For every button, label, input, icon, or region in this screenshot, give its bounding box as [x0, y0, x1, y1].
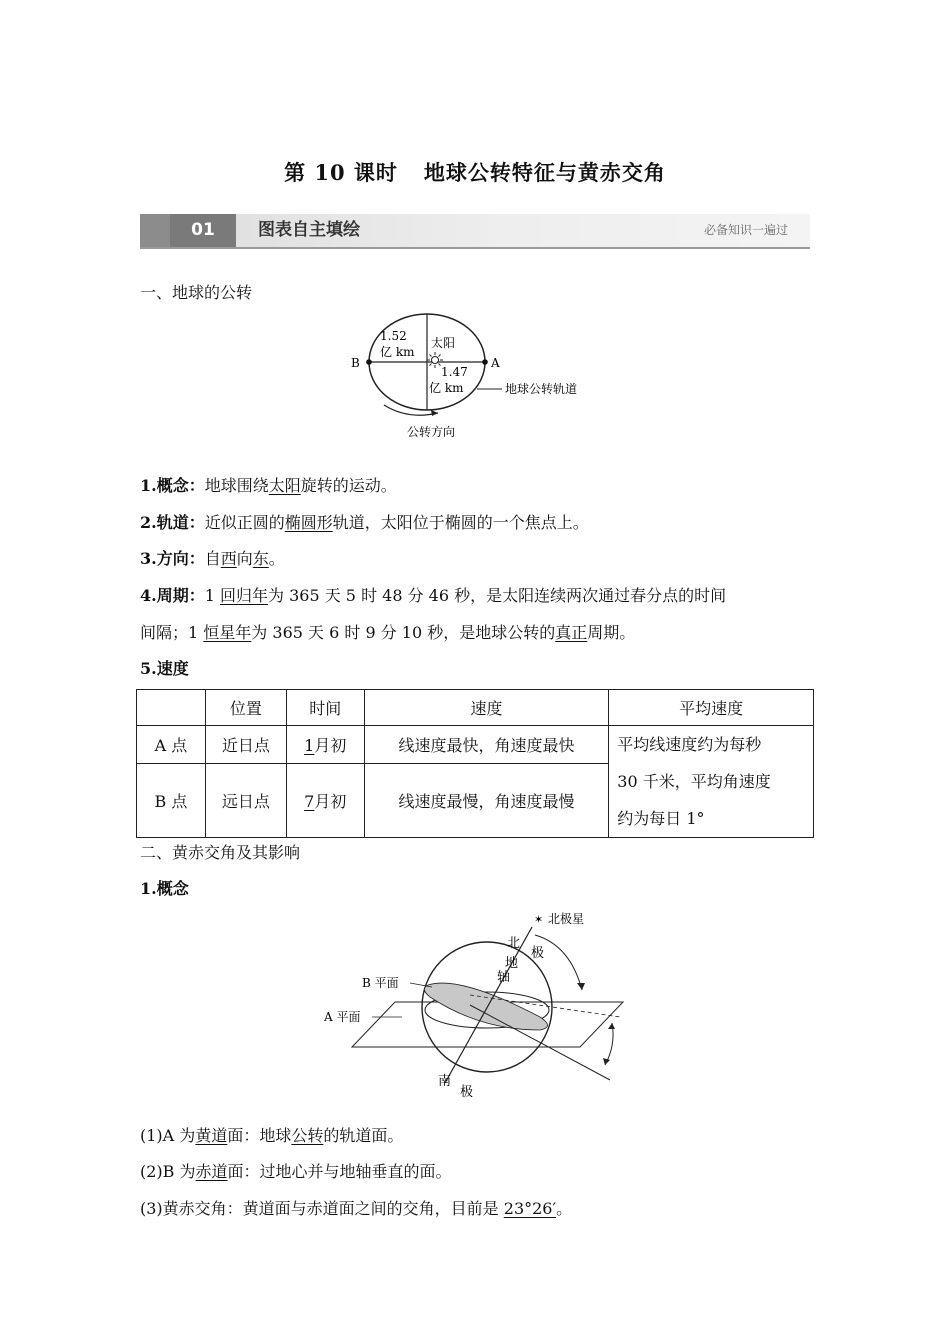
dist-a-unit: 亿 km — [429, 381, 464, 395]
blank-sidereal-year: 恒星年 — [203, 623, 252, 642]
section-banner — [140, 214, 810, 249]
section2-heading: 二、黄赤交角及其影响 — [140, 843, 301, 862]
row-b-point: B 点 — [137, 763, 206, 837]
table-header-cell: 位置 — [205, 690, 286, 726]
section1-heading: 一、地球的公转 — [140, 283, 253, 302]
arc-arrow-top — [608, 1023, 615, 1029]
dist-b-number: 1.52 — [380, 329, 407, 343]
page-title — [0, 157, 950, 187]
orbit-label: 地球公转轨道 — [505, 382, 578, 396]
row-a-time: 1月初 — [286, 726, 364, 764]
north-pole-char-2: 极 — [531, 946, 545, 961]
north-star-label: 北极星 — [548, 912, 585, 926]
blank-west: 西 — [220, 549, 237, 568]
title-topic: 地球公转特征与黄赤交角 — [423, 160, 666, 185]
row-b-time: 7月初 — [286, 763, 364, 837]
arc-arrow-bottom — [603, 1058, 610, 1065]
blank-january: 1 — [304, 735, 315, 755]
banner-label: 图表自主填绘 — [258, 220, 360, 240]
row-b-speed: 线速度最慢，角速度最慢 — [364, 763, 609, 837]
row-a-speed: 线速度最快，角速度最快 — [364, 726, 609, 764]
direction-arrowhead — [431, 410, 438, 416]
banner-lead-block — [140, 214, 170, 247]
north-star-icon: ✶ — [534, 913, 544, 926]
row-a-position: 近日点 — [205, 726, 286, 764]
row-a-point: A 点 — [137, 726, 206, 764]
label-a: A — [491, 356, 500, 370]
point-b-dot — [366, 359, 372, 365]
item-direction: 3.方向：自西向东。 — [140, 549, 285, 568]
row-b-position: 远日点 — [205, 763, 286, 837]
blank-east: 东 — [252, 549, 269, 568]
table-header-cell — [137, 690, 206, 726]
item-concept: 1.概念：地球围绕太阳旋转的运动。 — [140, 476, 397, 495]
direction-label: 公转方向 — [407, 425, 456, 439]
item-orbit: 2.轨道：近似正圆的椭圆形轨道，太阳位于椭圆的一个焦点上。 — [140, 513, 589, 532]
plane-a-label: A 平面 — [324, 1010, 361, 1024]
axis-char-2: 轴 — [497, 970, 511, 985]
def-c: (3)黄赤交角：黄道面与赤道面之间的交角，目前是 23°26′。 — [140, 1199, 573, 1218]
blank-tropical-year: 回归年 — [219, 586, 268, 605]
rotation-arrow — [535, 935, 582, 990]
dist-a-number: 1.47 — [441, 365, 468, 379]
table-row — [137, 726, 814, 764]
table-header-cell: 时间 — [286, 690, 364, 726]
section2-sub: 1.概念 — [140, 879, 189, 898]
item-period-line1: 4.周期：1 回归年为 365 天 5 时 48 分 46 秒，是太阳连续两次通过春分点的时间 — [140, 586, 727, 605]
south-pole-char-1: 南 — [438, 1074, 452, 1089]
rotation-arrowhead — [577, 983, 585, 990]
blank-revolution: 公转 — [291, 1126, 324, 1145]
speed-table — [136, 689, 814, 838]
dist-b-unit: 亿 km — [380, 345, 415, 359]
label-b: B — [351, 356, 360, 370]
item-period-line2: 间隔；1 恒星年为 365 天 6 时 9 分 10 秒，是地球公转的真正周期。 — [140, 623, 636, 642]
orbit-diagram — [340, 305, 620, 445]
obliquity-arc — [605, 1023, 613, 1065]
sun-label: 太阳 — [431, 336, 456, 350]
blank-equator: 赤道 — [195, 1162, 228, 1181]
plane-b-label: B 平面 — [362, 976, 399, 990]
blank-july: 7 — [304, 791, 315, 811]
blank-obliquity: 23°26′ — [503, 1199, 557, 1218]
table-header-cell: 速度 — [364, 690, 609, 726]
blank-ellipse: 椭圆形 — [284, 513, 333, 532]
table-header-row — [137, 690, 814, 726]
south-pole-char-2: 极 — [460, 1085, 474, 1100]
def-a: (1)A 为黄道面：地球公转的轨道面。 — [140, 1126, 404, 1145]
table-header-cell: 平均速度 — [609, 690, 814, 726]
obliquity-diagram — [320, 905, 640, 1105]
banner-side-note: 必备知识一遍过 — [703, 223, 788, 237]
ecliptic-normal — [470, 1005, 610, 1080]
blank-ecliptic: 黄道 — [195, 1126, 228, 1145]
axis-char-1: 地 — [505, 956, 519, 971]
item-speed: 5.速度 — [140, 659, 189, 678]
blank-true: 真正 — [555, 623, 588, 642]
title-lesson: 第 10 课时 — [284, 160, 398, 185]
def-b: (2)B 为赤道面：过地心并与地轴垂直的面。 — [140, 1162, 452, 1181]
north-pole-char-1: 北 — [507, 936, 521, 951]
banner-number: 01 — [170, 214, 236, 247]
point-a-dot — [482, 359, 488, 365]
average-speed-cell: 平均线速度约为每秒 30 千米，平均角速度 约为每日 1° — [609, 726, 814, 838]
blank-sun: 太阳 — [268, 476, 301, 495]
